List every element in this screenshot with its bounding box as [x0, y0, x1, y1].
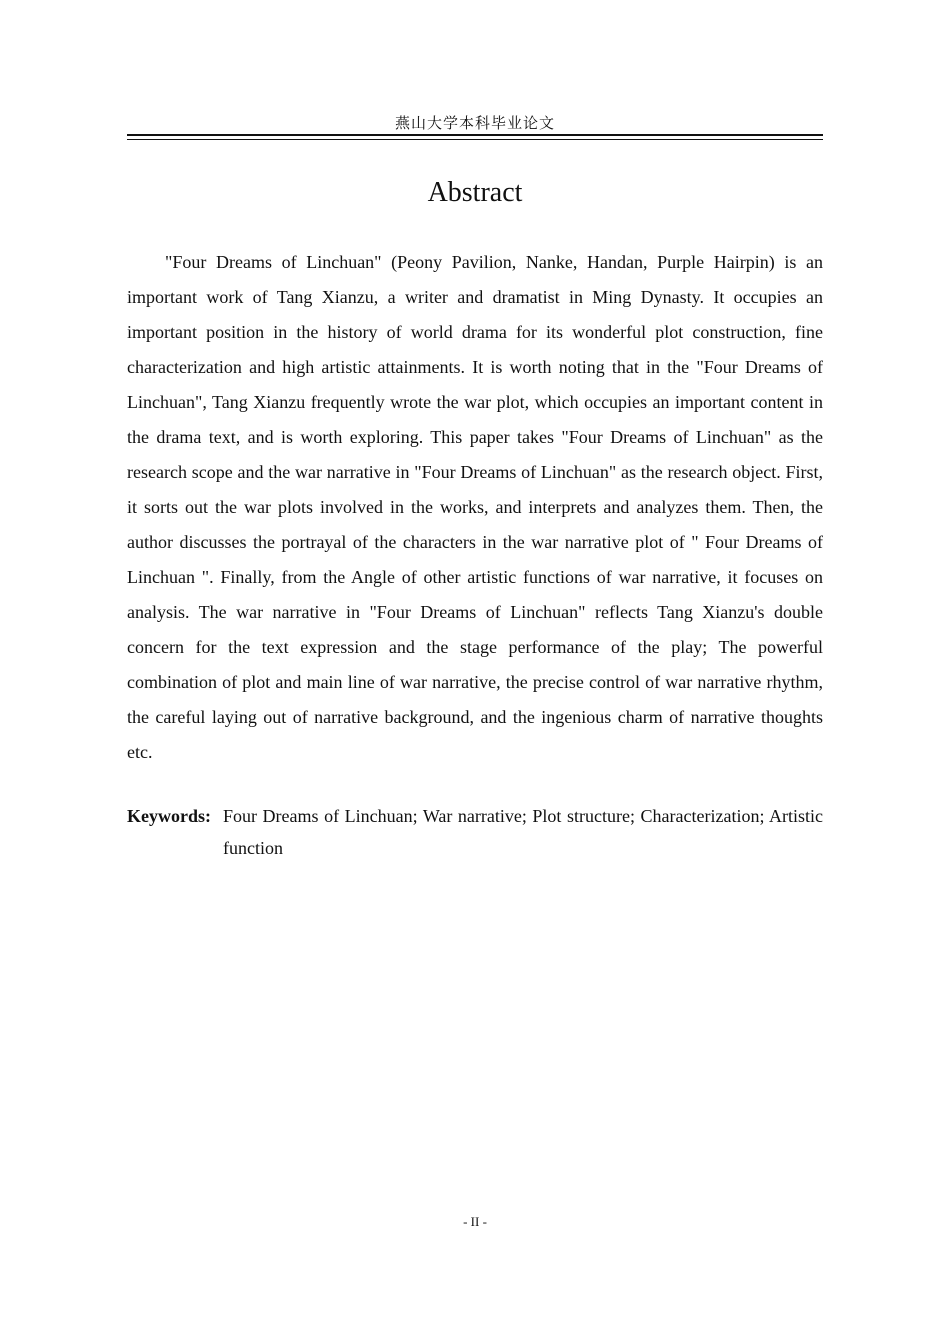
page-number: - II -	[463, 1214, 487, 1229]
header-rule-thick	[127, 134, 823, 136]
header-rule-thin	[127, 139, 823, 140]
abstract-body: "Four Dreams of Linchuan" (Peony Pavilion, Nanke, Handan, Purple Hairpin) is an important work of Tang Xianzu, a writer and dramatist in Ming Dynasty. It occupies an important position in the history of world drama for its wonderful plot construction, fine characterization and high artistic attainments. It is worth noting that in the "Four Dreams of Linchuan", Tang Xianzu frequently wrote the war plot, which occupies an important content in the drama text, and is worth exploring. This paper takes "Four Dreams of Linchuan" as the research scope and the war narrative in "Four Dreams of Linchuan" as the research object. First, it sorts out the war plots involved in the works, and interprets and analyzes them. Then, the author discusses the portrayal of the characters in the war narrative plot of " Four Dreams of Linchuan ". Finally, from the Angle of other artistic functions of war narrative, it focuses on analysis. The war narrative in "Four Dreams of Linchuan" reflects Tang Xianzu's double concern for the text expression and the stage performance of the play; The powerful combination of plot and main line of war narrative, the precise control of war narrative rhythm, the careful laying out of narrative background, and the ingenious charm of narrative thoughts etc.	[127, 252, 823, 762]
running-header: 燕山大学本科毕业论文	[394, 116, 555, 132]
abstract-title: Abstract	[427, 177, 523, 208]
keywords-text: Four Dreams of Linchuan; War narrative; Plot structure; Characterization; Artistic function	[223, 806, 823, 858]
keywords-label: Keywords:	[127, 806, 211, 826]
keywords-block	[127, 800, 823, 864]
